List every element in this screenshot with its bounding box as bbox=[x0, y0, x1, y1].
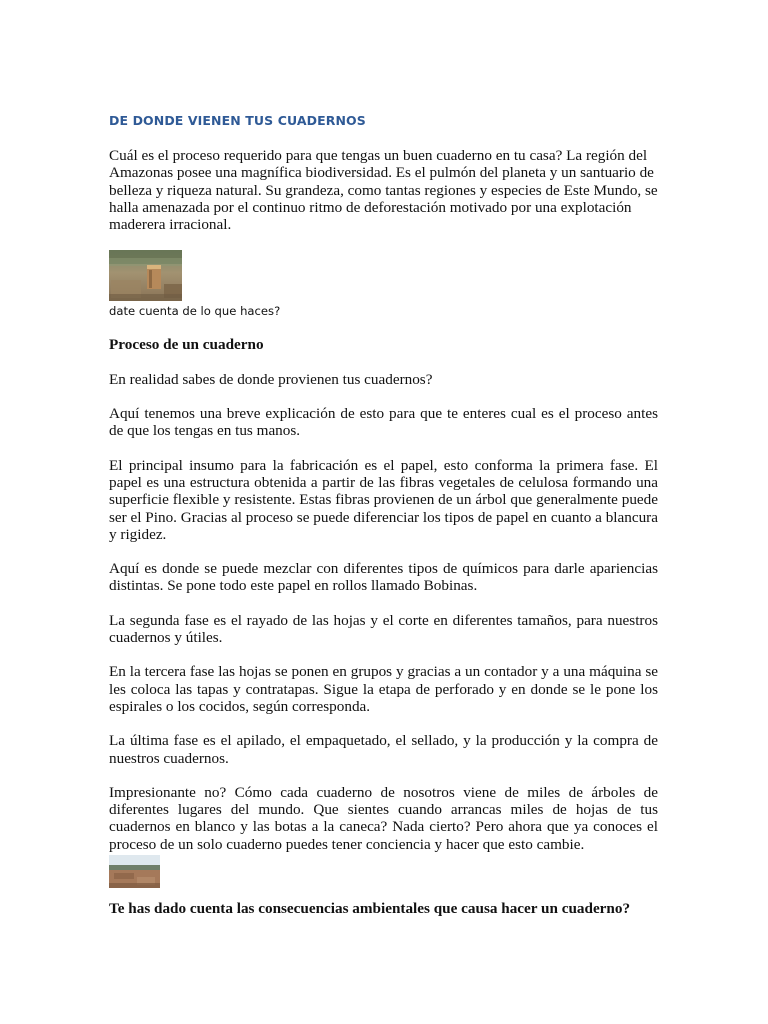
paragraph-3: El principal insumo para la fabricación es el papel, esto conforma la primera fase. El papel es una estructura obtenida a partir de las fibras vegetales de celulosa formando una superficie flexible y resistente. Estas fibras provienen de un árbol que generalmente puede ser el Pino. Gracias al proceso se puede diferenciar los tipos de papel en cuanto a blancura y rigidez. bbox=[109, 456, 658, 543]
tree-stump-photo bbox=[109, 250, 182, 301]
closing-question: Te has dado cuenta las consecuencias ambientales que causa hacer un cuaderno? bbox=[109, 900, 631, 918]
photo-caption: date cuenta de lo que haces? bbox=[109, 304, 281, 319]
paragraph-4: Aquí es donde se puede mezclar con diferentes tipos de químicos para darle apariencias distintas. Se pone todo este papel en rollos llamado Bobinas. bbox=[109, 560, 658, 595]
deforested-landscape-photo bbox=[109, 855, 160, 888]
paragraph-7: La última fase es el apilado, el empaquetado, el sellado, y la producción y la compra de nuestros cuadernos. bbox=[109, 732, 658, 767]
paragraph-2: Aquí tenemos una breve explicación de esto para que te enteres cual es el proceso antes de que los tengas en tus manos. bbox=[109, 405, 658, 440]
paragraph-6: En la tercera fase las hojas se ponen en grupos y gracias a un contador y a una máquina se les coloca las tapas y contratapas. Sigue la etapa de perforado y en donde se le pone los espirales o los cocidos, según corresponda. bbox=[109, 663, 658, 715]
paragraph-1: En realidad sabes de donde provienen tus cuadernos? bbox=[109, 370, 433, 388]
intro-paragraph: Cuál es el proceso requerido para que tengas un buen cuaderno en tu casa? La región del Amazonas posee una magnífica biodiversidad. Es el pulmón del planeta y un santuario de belleza y riqueza natural. Su grandeza, como tantas regiones y especies de Este Mundo, se halla amenazada por el continuo ritmo de deforestación motivado por una explotación maderera irracional. bbox=[109, 147, 658, 234]
section-subtitle: Proceso de un cuaderno bbox=[109, 336, 264, 354]
document-body bbox=[109, 113, 658, 917]
paragraph-5: La segunda fase es el rayado de las hojas y el corte en diferentes tamaños, para nuestros cuadernos y útiles. bbox=[109, 611, 658, 647]
paragraph-8: Impresionante no? Cómo cada cuaderno de nosotros viene de miles de árboles de diferentes lugares del mundo. Que sientes cuando arrancas miles de hojas de tus cuadernos en blanco y las botas a la caneca? Nada cierto? Pero ahora que ya conoces el proceso de un solo cuaderno puedes tener conciencia y hacer que esto cambie. bbox=[109, 783, 658, 853]
document-title: DE DONDE VIENEN TUS CUADERNOS bbox=[109, 113, 366, 128]
